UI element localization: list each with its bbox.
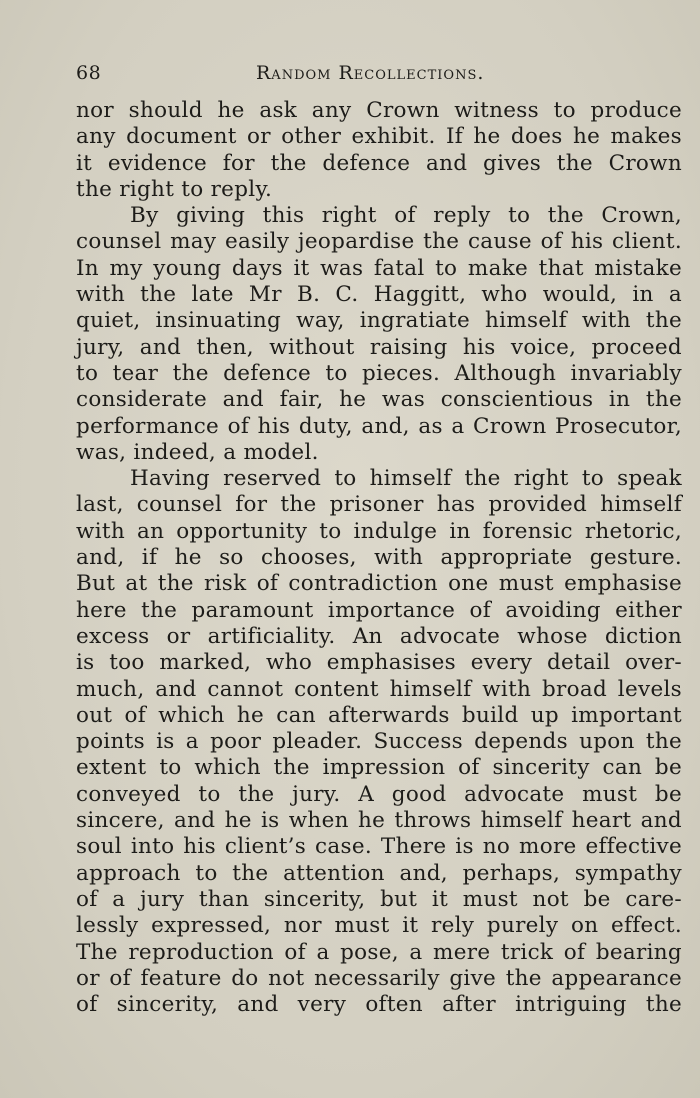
text-line: nor should he ask any Crown witness to produce bbox=[76, 98, 682, 123]
text-line: In my young days it was fatal to make that mistake bbox=[76, 255, 682, 281]
text-line: is too marked, who emphasises every detail over- bbox=[76, 650, 682, 676]
text-line: approach to the attention and, perhaps, sympathy bbox=[76, 860, 682, 886]
text-line: and, if he so chooses, with appropriate gesture. bbox=[76, 545, 682, 571]
text-line: jury, and then, without raising his voice, proceed bbox=[76, 334, 682, 360]
text-line: counsel may easily jeopardise the cause of his client. bbox=[76, 229, 682, 255]
page-header bbox=[76, 62, 682, 88]
text-line: quiet, insinuating way, ingratiate himself with the bbox=[76, 308, 682, 334]
text-line: here the paramount importance of avoiding either bbox=[76, 597, 682, 623]
text-line: it evidence for the defence and gives the Crown bbox=[76, 150, 682, 176]
body-text bbox=[76, 98, 682, 1018]
text-line: out of which he can afterwards build up important bbox=[76, 702, 682, 728]
text-line: excess or artificiality. An advocate whose diction bbox=[76, 623, 682, 649]
text-line: The reproduction of a pose, a mere trick of bearing bbox=[76, 939, 682, 965]
text-line: to tear the defence to pieces. Although invariably bbox=[76, 360, 682, 386]
text-line: or of feature do not necessarily give the appearance bbox=[76, 965, 682, 991]
running-head: Random Recollections. bbox=[256, 62, 485, 84]
text-line: of sincerity, and very often after intriguing the bbox=[76, 992, 682, 1018]
text-line: sincere, and he is when he throws himself heart and bbox=[76, 808, 682, 834]
text-line: Having reserved to himself the right to speak bbox=[130, 466, 682, 492]
text-line: of a jury than sincerity, but it must not be care- bbox=[76, 886, 682, 912]
text-line: last, counsel for the prisoner has provided himself bbox=[76, 492, 682, 518]
text-line: considerate and fair, he was conscientious in the bbox=[76, 387, 682, 413]
text-line: with an opportunity to indulge in forensic rhetoric, bbox=[76, 518, 682, 544]
text-line: conveyed to the jury. A good advocate must be bbox=[76, 781, 682, 807]
text-line: performance of his duty, and, as a Crown Prosecutor, bbox=[76, 413, 682, 439]
text-line: the right to reply. bbox=[76, 176, 273, 202]
text-line: But at the risk of contradiction one must emphasise bbox=[76, 571, 682, 597]
page-number: 68 bbox=[76, 62, 102, 84]
text-line: with the late Mr B. C. Haggitt, who would, in a bbox=[76, 282, 682, 308]
text-line: By giving this right of reply to the Crown, bbox=[130, 203, 682, 229]
text-line: points is a poor pleader. Success depends upon the bbox=[76, 729, 682, 755]
text-line: much, and cannot content himself with broad levels bbox=[76, 676, 682, 702]
text-line: lessly expressed, nor must it rely purely on effect. bbox=[76, 913, 682, 939]
text-line: any document or other exhibit. If he does he makes bbox=[76, 124, 682, 150]
text-line: extent to which the impression of sincerity can be bbox=[76, 755, 682, 781]
text-line: was, indeed, a model. bbox=[76, 439, 319, 465]
text-line: soul into his client’s case. There is no more effective bbox=[76, 834, 682, 860]
